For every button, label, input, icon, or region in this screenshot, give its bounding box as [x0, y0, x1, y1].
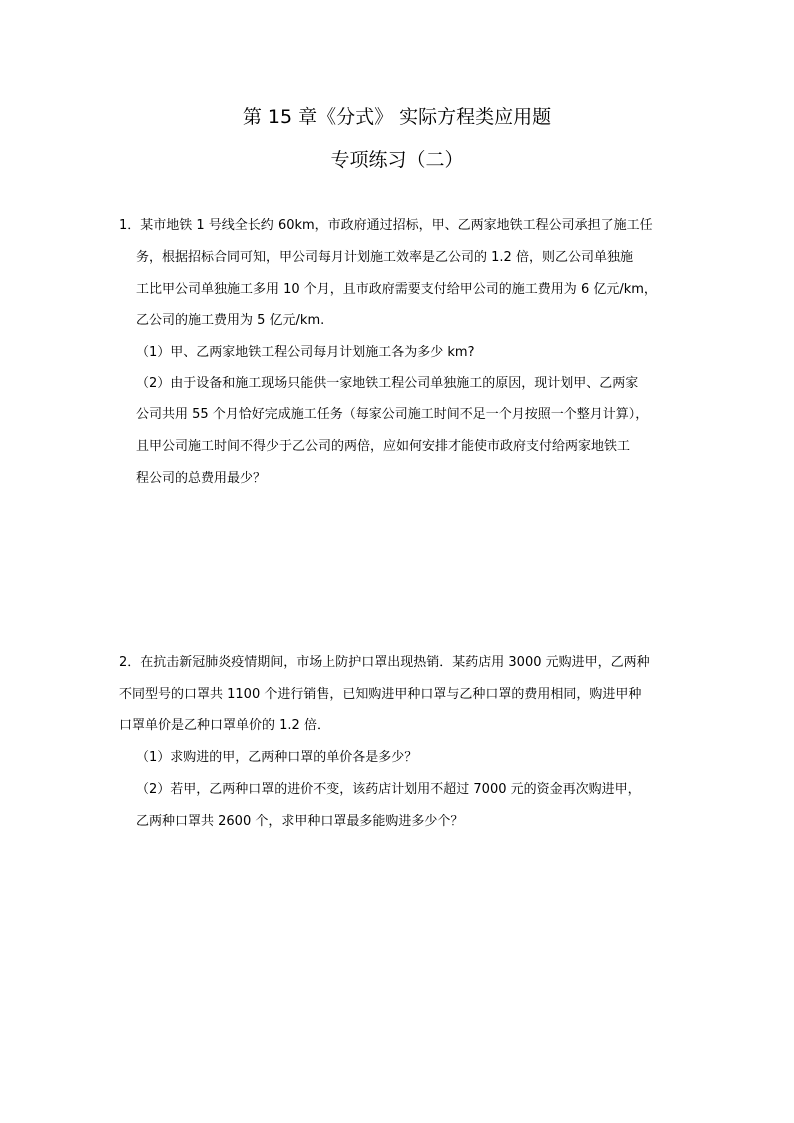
problem-1-subquestion-2-line: 且甲公司施工时间不得少于乙公司的两倍，应如何安排才能使市政府支付给两家地铁工	[136, 439, 631, 454]
problem-2-line: 不同型号的口罩共 1100 个进行销售，已知购进甲种口罩与乙种口罩的费用相同，购进甲种	[119, 687, 642, 702]
problem-1-line: 务，根据招标合同可知，甲公司每月计划施工效率是乙公司的 1.2 倍，则乙公司单独施	[136, 250, 633, 265]
problem-2-subquestion-1: （1）求购进的甲，乙两种口罩的单价各是多少？	[136, 750, 418, 765]
problem-1-subquestion-1: （1）甲、乙两家地铁工程公司每月计划施工各为多少 km?	[136, 345, 475, 360]
problem-1-line: 1．某市地铁 1 号线全长约 60km，市政府通过招标，甲、乙两家地铁工程公司承担了施工任	[119, 218, 653, 233]
problem-1-subquestion-2-line: 程公司的总费用最少？	[136, 471, 267, 486]
problem-1-subquestion-2-line: （2）由于设备和施工现场只能供一家地铁工程公司单独施工的原因，现计划甲、乙两家	[136, 376, 639, 391]
problem-1-line: 乙公司的施工费用为 5 亿元/km.	[136, 313, 325, 328]
problem-2-line: 2．在抗击新冠肺炎疫情期间，市场上防护口罩出现热销．某药店用 3000 元购进甲，乙两种	[119, 655, 650, 670]
problem-1-line: 工比甲公司单独施工多用 10 个月，且市政府需要支付给甲公司的施工费用为 6 亿元/km，	[136, 282, 657, 297]
problem-2-line: 口罩单价是乙种口罩单价的 1.2 倍．	[119, 718, 330, 733]
document-subtitle: 专项练习（二）	[330, 149, 464, 171]
document-title: 第 15 章《分式》 实际方程类应用题	[242, 106, 552, 128]
problem-2-subquestion-2-line: （2）若甲，乙两种口罩的进价不变，该药店计划用不超过 7000 元的资金再次购进甲，	[136, 782, 641, 797]
problem-1-subquestion-2-line: 公司共用 55 个月恰好完成施工任务（每家公司施工时间不足一个月按照一个整月计算），	[136, 407, 649, 422]
problem-2-subquestion-2-line: 乙两种口罩共 2600 个，求甲种口罩最多能购进多少个？	[136, 814, 464, 829]
